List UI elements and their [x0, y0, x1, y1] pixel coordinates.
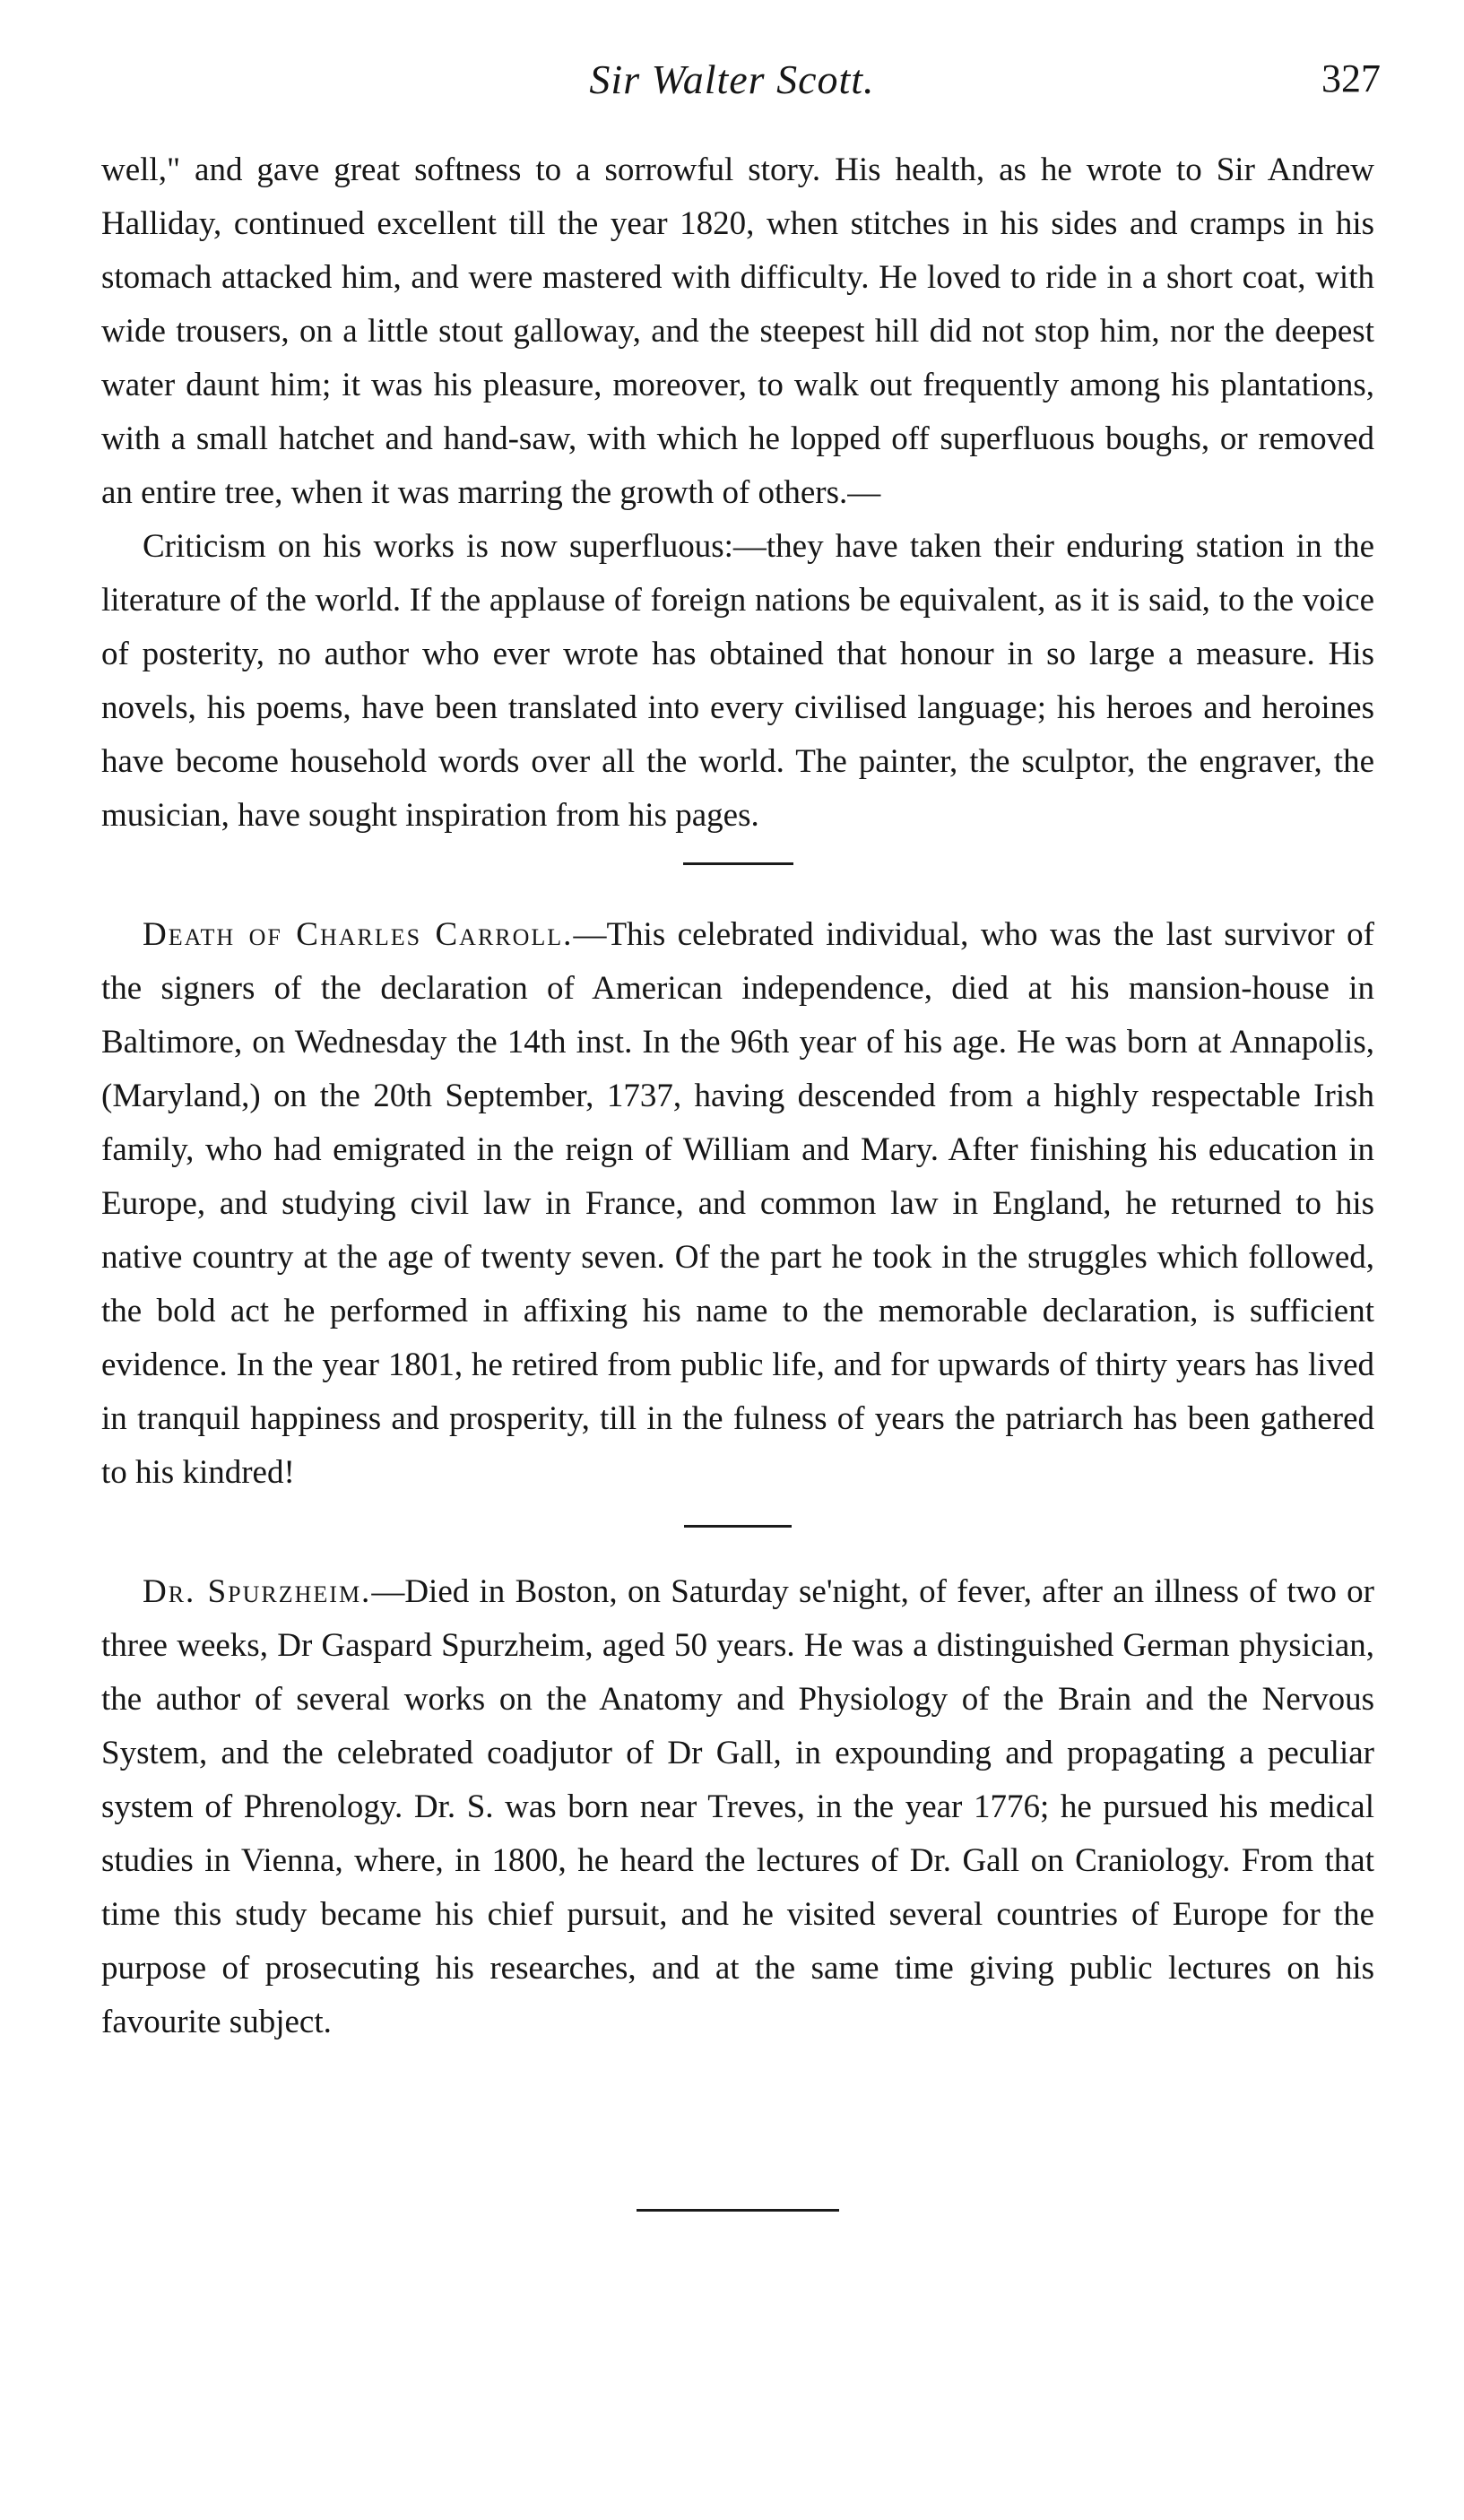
spacer: [101, 1528, 1374, 1565]
paragraph-scott-criticism: Criticism on his works is now superfluous:—they have taken their enduring station in the literature of the world. If the applause of foreign nations be equivalent, as it is said, to the voice of posterity, no author who ever wrote has obtained that honour in so large a measure. His novels, his poems, have been translated into every civilised language; his heroes and heroines have become household words over all the world. The painter, the sculptor, the engraver, the musician, have sought inspiration from his pages.: [101, 528, 1374, 834]
page-number: 327: [1321, 56, 1381, 100]
closing-divider: [637, 2209, 839, 2212]
article-charles-carroll: [101, 908, 1374, 1500]
text-column: [101, 143, 1374, 2212]
article-body-carroll: —This celebrated individual, who was the last survivor of the signers of the declaration of American independence, died at his mansion-house in Baltimore, on Wednesday the 14th inst. In the 96th year of his age. He was born at Annapolis, (Maryland,) on the 20th September, 1737, having descended from a highly respectable Irish family, who had emigrated in the reign of William and Mary. After finishing his education in Europe, and studying civil law in France, and common law in England, he returned to his native country at the age of twenty seven. Of the part he took in the struggles which followed, the bold act he performed in affixing his name to the memorable declaration, is sufficient evidence. In the year 1801, he retired from public life, and for upwards of thirty years has lived in tranquil happiness and prosperity, till in the fulness of years the patriarch has been gathered to his kindred!: [101, 916, 1374, 1491]
article-heading-spurzheim: Dr. Spurzheim.: [143, 1573, 372, 1610]
spacer: [101, 865, 1374, 908]
article-dr-spurzheim: [101, 1565, 1374, 2049]
spacer: [101, 1500, 1374, 1525]
article-heading-carroll: Death of Charles Carroll.: [143, 916, 574, 953]
page-header: [0, 56, 1464, 118]
spacer: [101, 2049, 1374, 2209]
article-body-spurzheim: —Died in Boston, on Saturday se'night, of fever, after an illness of two or three weeks, Dr Gaspard Spurzheim, aged 50 years. He was a distinguished German physician, the author of several works on the Anatomy and Physiology of the Brain and the Nervous System, and the celebrated coadjutor of Dr Gall, in expounding and propagating a peculiar system of Phrenology. Dr. S. was born near Treves, in the year 1776; he pursued his medical studies in Vienna, where, in 1800, he heard the lectures of Dr. Gall on Craniology. From that time this study became his chief pursuit, and he visited several countries of Europe for the purpose of prosecuting his researches, and at the same time giving public lectures on his favourite subject.: [101, 1573, 1374, 2040]
running-title: Sir Walter Scott.: [589, 56, 875, 102]
spacer: [101, 843, 1374, 862]
paragraph-scott-health: well," and gave great softness to a sorrowful story. His health, as he wrote to Sir Andrew Halliday, continued excellent till the year 1820, when stitches in his sides and cramps in his stomach attacked him, and were mastered with difficulty. He loved to ride in a short coat, with wide trousers, on a little stout galloway, and the steepest hill did not stop him, nor the deepest water daunt him; it was his pleasure, moreover, to walk out frequently among his plantations, with a small hatchet and hand-saw, with which he lopped off superfluous boughs, or removed an entire tree, when it was marring the growth of others.—: [101, 152, 1374, 511]
